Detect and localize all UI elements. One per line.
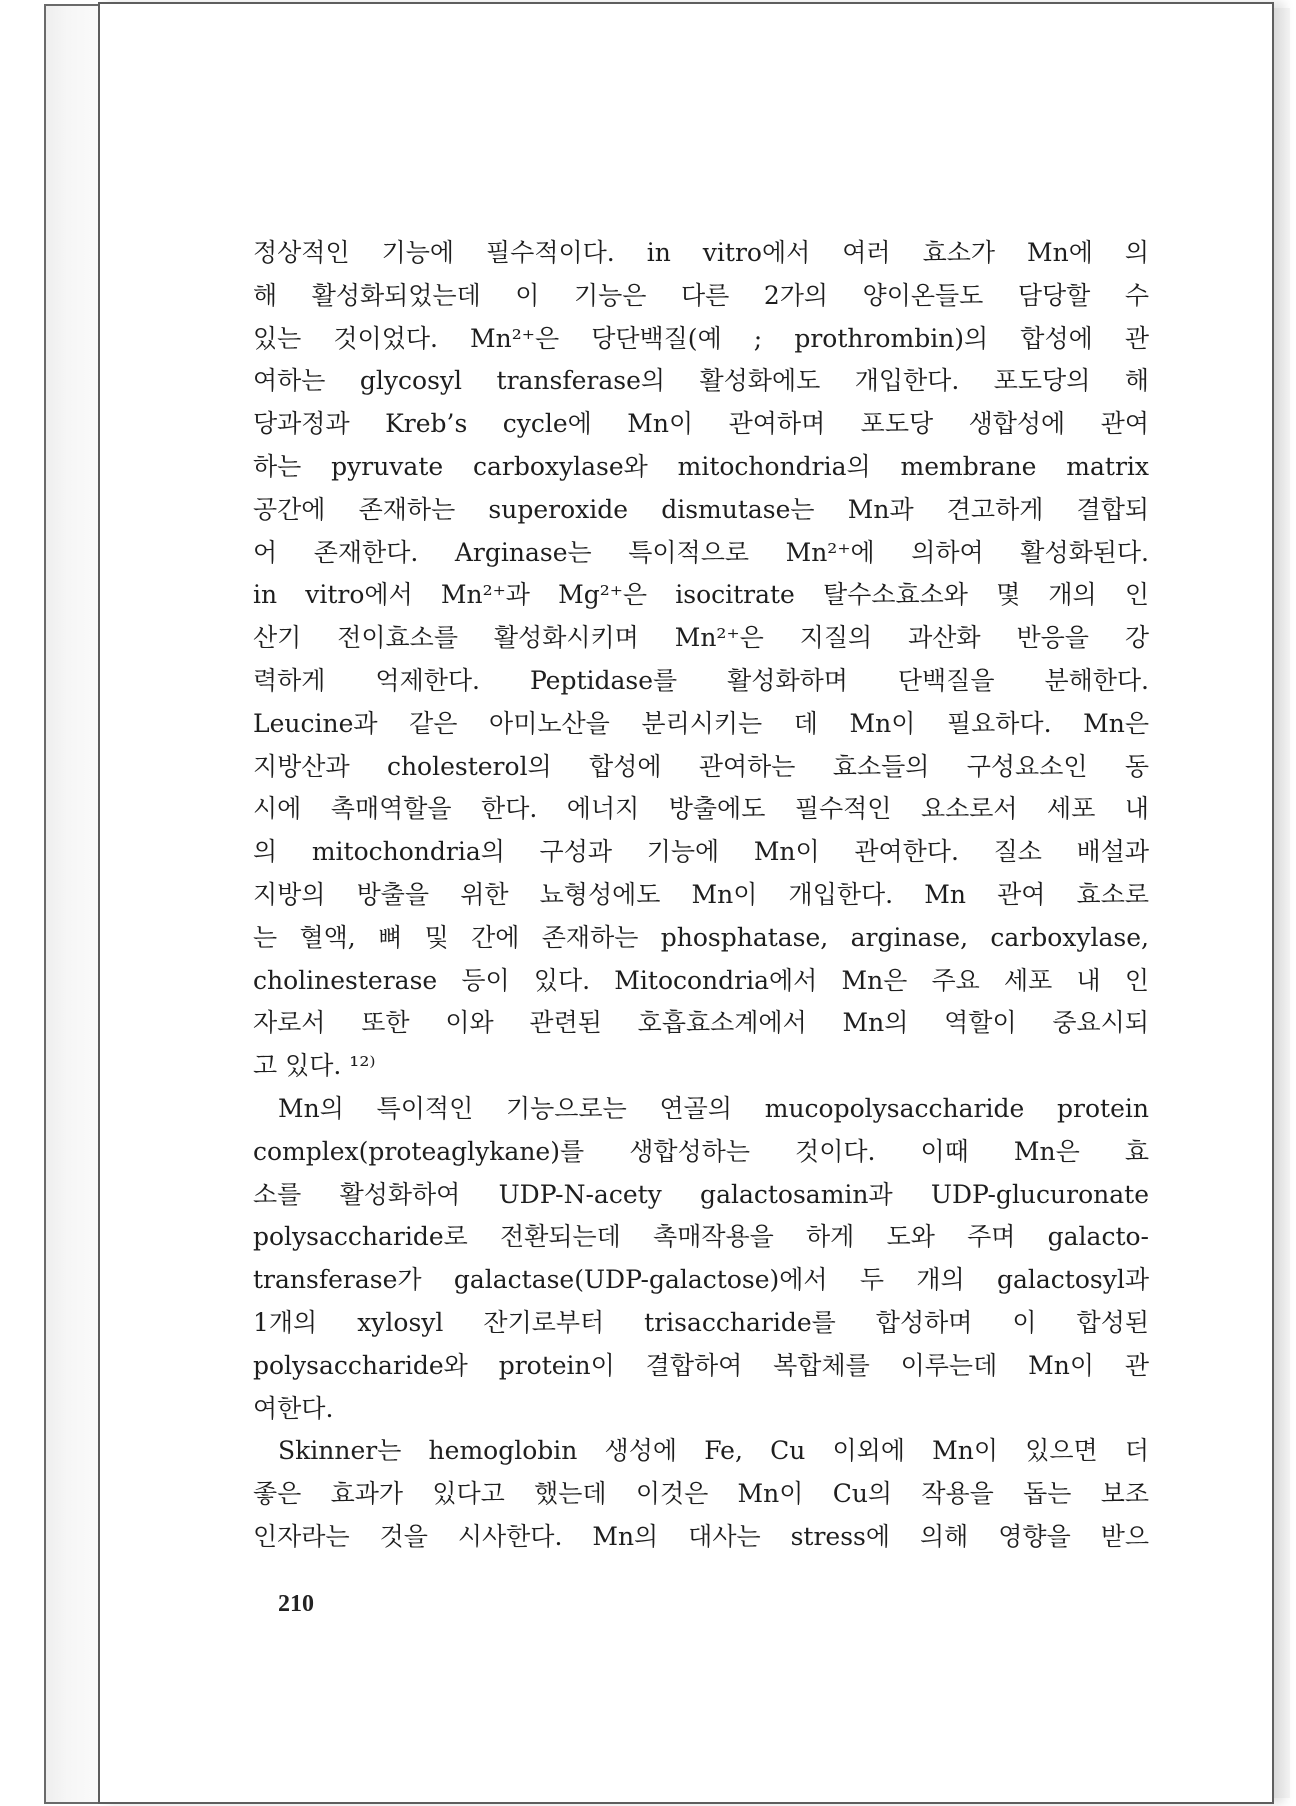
text-line: 소를 활성화하여 UDP-N-acety galactosamin과 UDP-glucuronate [253,1179,1149,1209]
text-line: polysaccharide로 전환되는데 촉매작용을 하게 도와 주며 galacto- [253,1222,1149,1252]
text-line: 어 존재한다. Arginase는 특이적으로 Mn²⁺에 의하여 활성화된다. [253,537,1149,567]
text-line: Skinner는 hemoglobin 생성에 Fe, Cu 이외에 Mn이 있으면 더 [278,1436,1149,1466]
text-line: 력하게 억제한다. Peptidase를 활성화하며 단백질을 분해한다. [253,665,1149,695]
paragraph-3 [253,1430,1149,1558]
body-text [253,232,1149,1559]
paragraph-1 [253,232,1149,1088]
page-edge [1274,8,1290,1798]
text-line: 지방산과 cholesterol의 합성에 관여하는 효소들의 구성요소인 동 [253,751,1149,781]
text-line: Leucine과 같은 아미노산을 분리시키는 데 Mn이 필요하다. Mn은 [253,708,1149,738]
text-line: 지방의 방출을 위한 뇨형성에도 Mn이 개입한다. Mn 관여 효소로 [253,879,1149,909]
text-line: 좋은 효과가 있다고 했는데 이것은 Mn이 Cu의 작용을 돕는 보조 [253,1479,1149,1509]
text-line: 하는 pyruvate carboxylase와 mitochondria의 membrane matrix [253,451,1149,481]
text-line: 의 mitochondria의 구성과 기능에 Mn이 관여한다. 질소 배설과 [253,837,1149,867]
text-line: 자로서 또한 이와 관련된 호흡효소계에서 Mn의 역할이 중요시되 [253,1008,1149,1038]
text-line: complex(proteaglykane)를 생합성하는 것이다. 이때 Mn은 효 [253,1136,1149,1166]
text-line: 공간에 존재하는 superoxide dismutase는 Mn과 견고하게 결합되 [253,494,1149,524]
text-line: 산기 전이효소를 활성화시키며 Mn²⁺은 지질의 과산화 반응을 강 [253,623,1149,653]
text-line: 해 활성화되었는데 이 기능은 다른 2가의 양이온들도 담당할 수 [253,280,1149,310]
text-line: 는 혈액, 뼈 및 간에 존재하는 phosphatase, arginase, carboxylase, [253,922,1149,952]
text-line: cholinesterase 등이 있다. Mitocondria에서 Mn은 주요 세포 내 인 [253,965,1149,995]
text-line: in vitro에서 Mn²⁺과 Mg²⁺은 isocitrate 탈수소효소와 몇 개의 인 [253,580,1149,610]
text-line: 여하는 glycosyl transferase의 활성화에도 개입한다. 포도당의 해 [253,366,1149,396]
text-line: 정상적인 기능에 필수적이다. in vitro에서 여러 효소가 Mn에 의 [253,238,1149,267]
text-line: Mn의 특이적인 기능으로는 연골의 mucopolysaccharide protein [278,1093,1149,1123]
text-line: polysaccharide와 protein이 결합하여 복합체를 이루는데 Mn이 관 [253,1350,1149,1380]
text-line: 1개의 xylosyl 잔기로부터 trisaccharide를 합성하며 이 합성된 [253,1307,1149,1337]
text-line: 당과정과 Kreb’s cycle에 Mn이 관여하며 포도당 생합성에 관여 [253,409,1149,439]
text-line: 여한다. [253,1393,334,1423]
text-line: 있는 것이었다. Mn²⁺은 당단백질(예 ; prothrombin)의 합성에 관 [253,323,1149,353]
text-line: transferase가 galactase(UDP-galactose)에서 두 개의 galactosyl과 [253,1265,1149,1295]
page-number: 210 [278,1591,314,1617]
paragraph-2 [253,1088,1149,1430]
book-spine [44,4,100,1804]
text-line: 인자라는 것을 시사한다. Mn의 대사는 stress에 의해 영향을 받으 [253,1521,1149,1551]
text-line: 시에 촉매역할을 한다. 에너지 방출에도 필수적인 요소로서 세포 내 [253,794,1149,824]
text-line: 고 있다. ¹²⁾ [253,1051,376,1081]
